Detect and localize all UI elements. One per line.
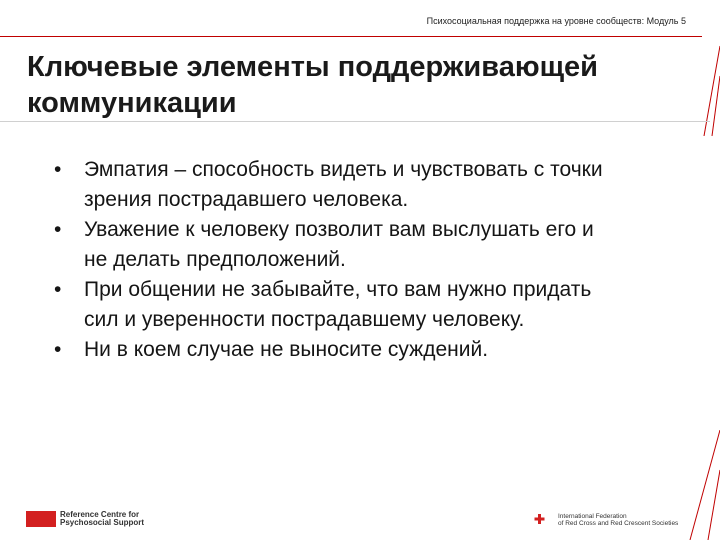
bullet-text: Уважение к человеку позволит вам выслушать его и не делать предположений. — [84, 218, 594, 271]
bullet-list — [54, 155, 614, 365]
ifrc-footer — [534, 511, 678, 529]
bullet-item — [54, 275, 614, 335]
reference-centre-footer — [26, 510, 144, 528]
course-header: Психосоциальная поддержка на уровне сообществ: Модуль 5 — [426, 16, 686, 26]
title-divider — [0, 121, 710, 122]
bullet-item — [54, 155, 614, 215]
reference-centre-label: Reference Centre for Psychosocial Support — [60, 510, 145, 527]
reference-centre-logo — [26, 511, 56, 527]
bullet-text: Эмпатия – способность видеть и чувствовать с точки зрения пострадавшего человека. — [84, 158, 603, 211]
bullet-dot: • — [54, 158, 62, 181]
bullet-text: Ни в коем случае не выносите суждений. — [84, 338, 489, 361]
bullet-item — [54, 215, 614, 275]
bullet-item — [54, 335, 614, 365]
ifrc-label: International Federation of Red Cross and Red Crescent Societies — [558, 513, 679, 527]
slide-title: Ключевые элементы поддерживающей коммуникации — [27, 51, 599, 119]
bullet-dot: • — [54, 338, 62, 361]
bullet-dot: • — [54, 278, 62, 301]
bullet-text: При общении не забывайте, что вам нужно придать сил и уверенности пострадавшему человеку. — [84, 278, 592, 331]
bullet-dot: • — [54, 218, 62, 241]
red-crescent-icon — [545, 514, 550, 524]
red-cross-icon — [534, 513, 554, 527]
top-divider — [0, 36, 702, 37]
